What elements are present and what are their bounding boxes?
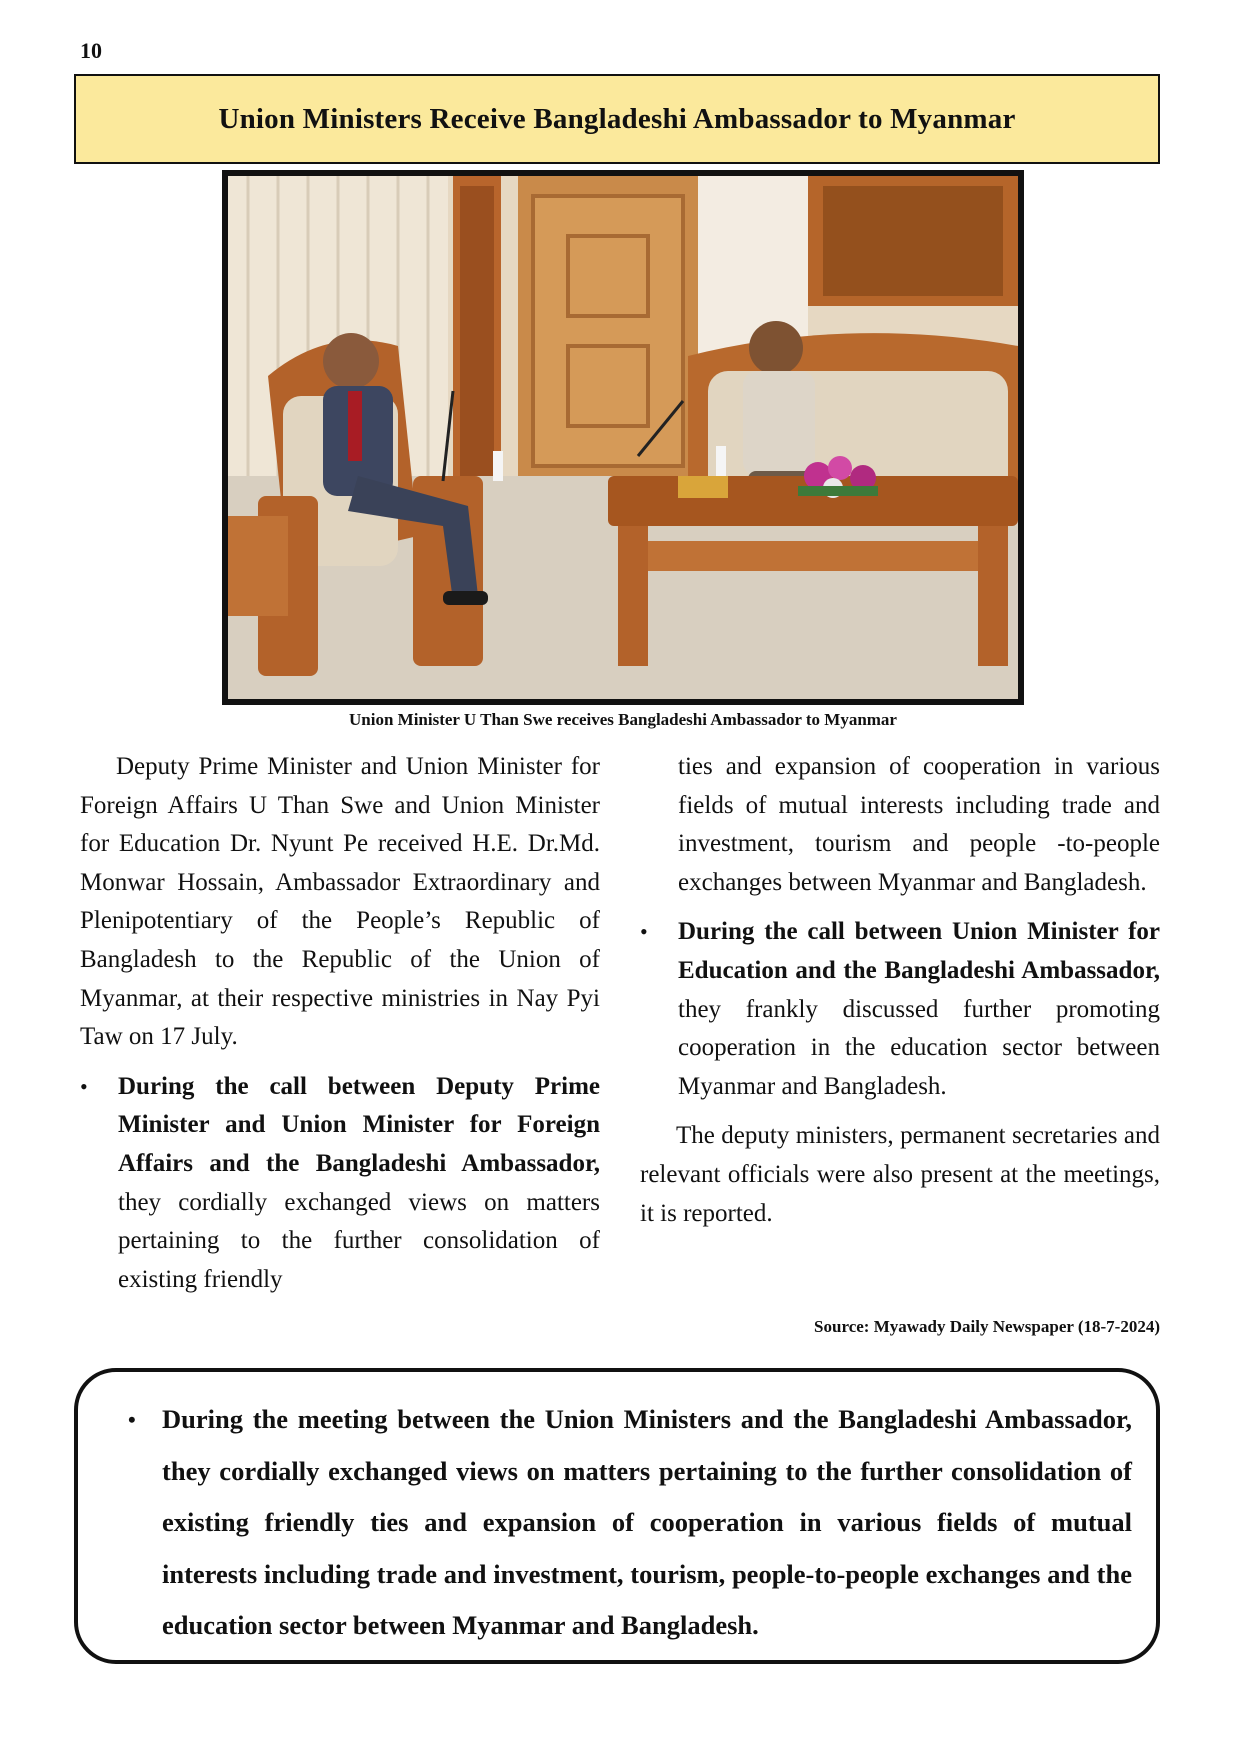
- bullet2-lead: During the call between Union Minister for Education and the Bangladeshi Ambassador,: [678, 918, 1160, 984]
- article-column-left: [80, 748, 600, 1299]
- photo-caption: Union Minister U Than Swe receives Bangladeshi Ambassador to Myanmar: [349, 710, 897, 729]
- bullet-glyph: •: [80, 1073, 88, 1099]
- meeting-photo: [222, 170, 1024, 705]
- page-number: 10: [80, 38, 102, 63]
- summary-bullet: [128, 1394, 1132, 1652]
- meeting-photo-illustration: [228, 176, 1018, 699]
- bullet1-text: they cordially exchanged views on matters pertaining to the further consolidation of existing friendly: [118, 1188, 600, 1293]
- bullet-glyph: •: [640, 919, 648, 945]
- article-intro: Deputy Prime Minister and Union Minister for Foreign Affairs U Than Swe and Union Minister for Education Dr. Nyunt Pe received H.E. Dr.Md. Monwar Hossain, Ambassador Extraordinary and Plenipotentiary of the People’s Republic of Bangladesh to the Republic of the Union of Myanmar, at their respective ministries in Nay Pyi Taw on 17 July.: [80, 753, 600, 1051]
- bullet-education-call: [640, 913, 1160, 1106]
- article-column-right: [640, 748, 1160, 1233]
- bullet1-continuation: ties and expansion of cooperation in various fields of mutual interests including trade and investment, tourism and people -to-people exchanges between Myanmar and Bangladesh.: [678, 753, 1160, 896]
- bullet-glyph: •: [128, 1407, 136, 1432]
- article-closing: The deputy ministers, permanent secretaries and relevant officials were also present at the meetings, it is reported.: [640, 1122, 1160, 1227]
- summary-text: During the meeting between the Union Ministers and the Bangladeshi Ambassador, they cordially exchanged views on matters pertaining to the further consolidation of existing friendly ties and expansion of cooperation in various fields of mutual interests including trade and investment, tourism, people-to-people exchanges and the education sector between Myanmar and Bangladesh.: [162, 1404, 1132, 1640]
- article-source: Source: Myawady Daily Newspaper (18-7-2024): [814, 1317, 1160, 1336]
- title-banner: [74, 74, 1160, 164]
- summary-box: [74, 1368, 1160, 1664]
- bullet-foreign-affairs-call: [80, 1068, 600, 1300]
- bullet2-text: they frankly discussed further promoting cooperation in the education sector between Myanmar and Bangladesh.: [678, 995, 1160, 1100]
- page-title: Union Ministers Receive Bangladeshi Ambassador to Myanmar: [218, 102, 1016, 135]
- bullet1-lead: During the call between Deputy Prime Minister and Union Minister for Foreign Affairs and the Bangladeshi Ambassador,: [118, 1072, 600, 1177]
